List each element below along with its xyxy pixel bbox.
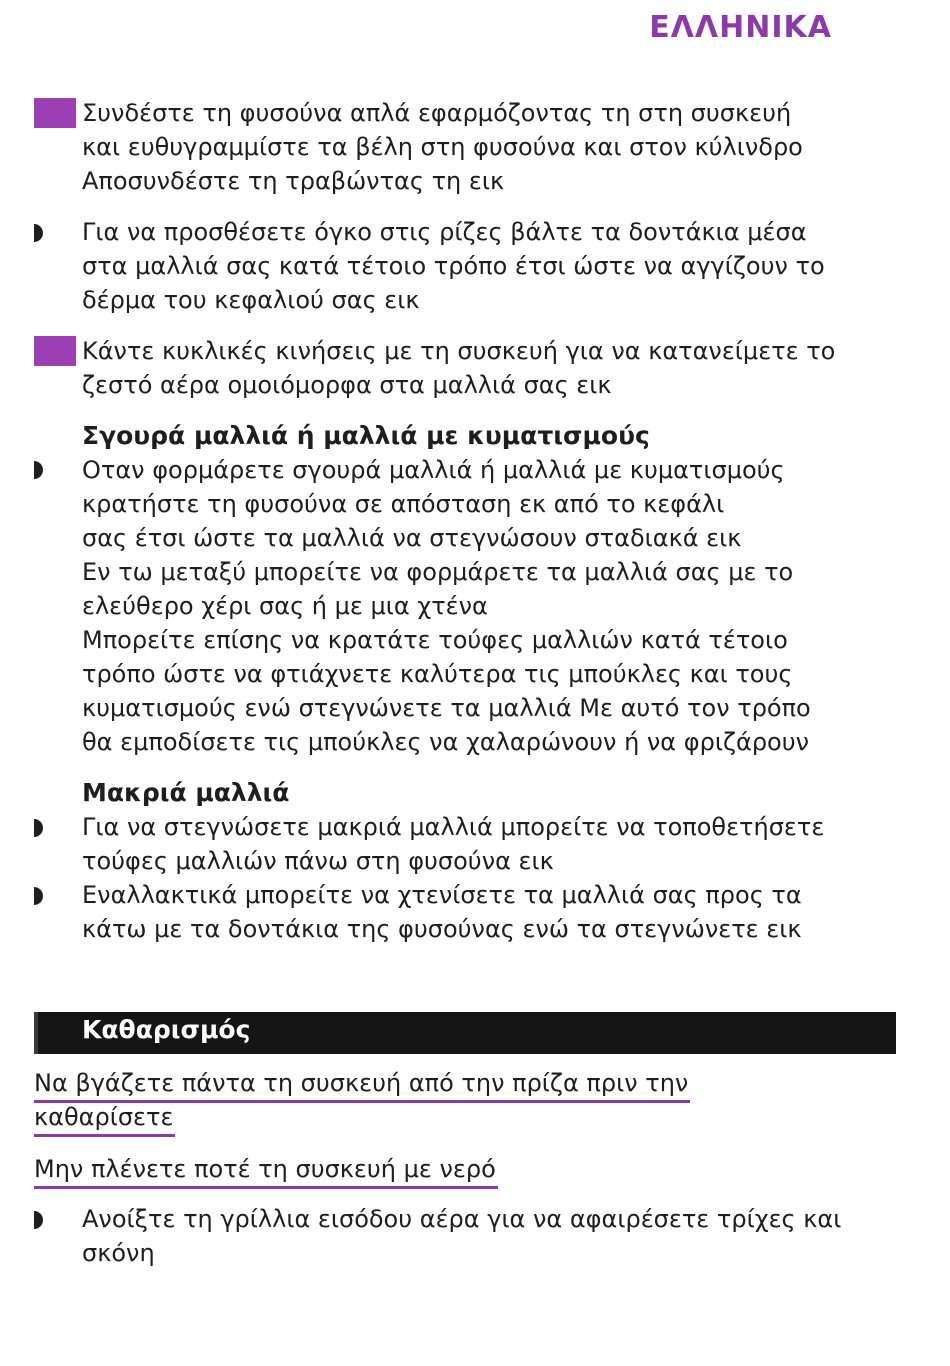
- curly-line-9: θα εμποδίσετε τις μπούκλες να χαλαρώνουν ή να φριζάρουν: [82, 728, 810, 756]
- long-hair-b1-line-2: τούφες μαλλιών πάνω στη φυσούνα εικ: [82, 847, 554, 875]
- roots-line-1: Για να προσθέσετε όγκο στις ρίζες βάλτε τα δοντάκια μέσα: [82, 218, 807, 246]
- curly-line-1: Οταν φορμάρετε σγουρά μαλλιά ή μαλλιά με κυματισμούς: [82, 456, 785, 484]
- language-header: ΕΛΛΗΝΙΚΑ: [649, 10, 832, 45]
- curly-line-6: Μπορείτε επίσης να κρατάτε τούφες μαλλιών κατά τέτοιο: [82, 626, 788, 654]
- step-marker-square: [34, 98, 76, 128]
- circular-line-1: Κάντε κυκλικές κινήσεις με τη συσκευή για να κατανείμετε το: [82, 337, 836, 365]
- long-hair-b2-line-2: κάτω με τα δοντάκια της φυσούνας ενώ τα στεγνώνετε εικ: [82, 915, 802, 943]
- curly-line-3: σας έτσι ώστε τα μαλλιά να στεγνώσουν σταδιακά εικ: [82, 524, 742, 552]
- warning-unplug-line-2: καθαρίσετε: [34, 1100, 175, 1137]
- cleaning-section-bar: [34, 1012, 896, 1054]
- curly-line-4: Εν τω μεταξύ μπορείτε να φορμάρετε τα μαλλιά σας με το: [82, 558, 794, 586]
- step-marker-square: [34, 336, 76, 366]
- warning-no-water: Μην πλένετε ποτέ τη συσκευή με νερό: [34, 1152, 498, 1189]
- bullet-icon: [34, 1211, 44, 1229]
- roots-line-3: δέρμα του κεφαλιού σας εικ: [82, 286, 420, 314]
- bullet-icon: [34, 887, 44, 905]
- curly-line-5: ελεύθερο χέρι σας ή με μια χτένα: [82, 592, 488, 620]
- curly-line-8: κυματισμούς ενώ στεγνώνετε τα μαλλιά Με αυτό τον τρόπο: [82, 694, 811, 722]
- long-hair-b2-line-1: Εναλλακτικά μπορείτε να χτενίσετε τα μαλλιά σας προς τα: [82, 881, 802, 909]
- intro-line-1: Συνδέστε τη φυσούνα απλά εφαρμόζοντας τη στη συσκευή: [82, 99, 792, 127]
- cleaning-title: Καθαρισμός: [82, 1015, 251, 1044]
- circular-line-2: ζεστό αέρα ομοιόμορφα στα μαλλιά σας εικ: [82, 371, 612, 399]
- curly-line-2: κρατήστε τη φυσούνα σε απόσταση εκ από το κεφάλι: [82, 490, 725, 518]
- intro-line-3: Αποσυνδέστε τη τραβώντας τη εικ: [82, 167, 505, 195]
- warning-unplug-line-1: Να βγάζετε πάντα τη συσκευή από την πρίζα πριν την: [34, 1066, 690, 1103]
- curly-line-7: τρόπο ώστε να φτιάχνετε καλύτερα τις μπούκλες και τους: [82, 660, 793, 688]
- long-hair-b1-line-1: Για να στεγνώσετε μακριά μαλλιά μπορείτε να τοποθετήσετε: [82, 813, 825, 841]
- roots-line-2: στα μαλλιά σας κατά τέτοιο τρόπο έτσι ώστε να αγγίζουν το: [82, 252, 825, 280]
- section-bar-edge: [34, 1012, 38, 1054]
- bullet-icon: [34, 461, 44, 479]
- bullet-icon: [34, 819, 44, 837]
- long-hair-heading: Μακριά μαλλιά: [82, 778, 290, 807]
- cleaning-line-1: Ανοίξτε τη γρίλλια εισόδου αέρα για να αφαιρέσετε τρίχες και: [82, 1205, 842, 1233]
- curly-heading: Σγουρά μαλλιά ή μαλλιά με κυματισμούς: [82, 421, 650, 450]
- bullet-icon: [34, 224, 44, 242]
- cleaning-line-2: σκόνη: [82, 1239, 155, 1267]
- intro-line-2: και ευθυγραμμίστε τα βέλη στη φυσούνα και στον κύλινδρο: [82, 133, 803, 161]
